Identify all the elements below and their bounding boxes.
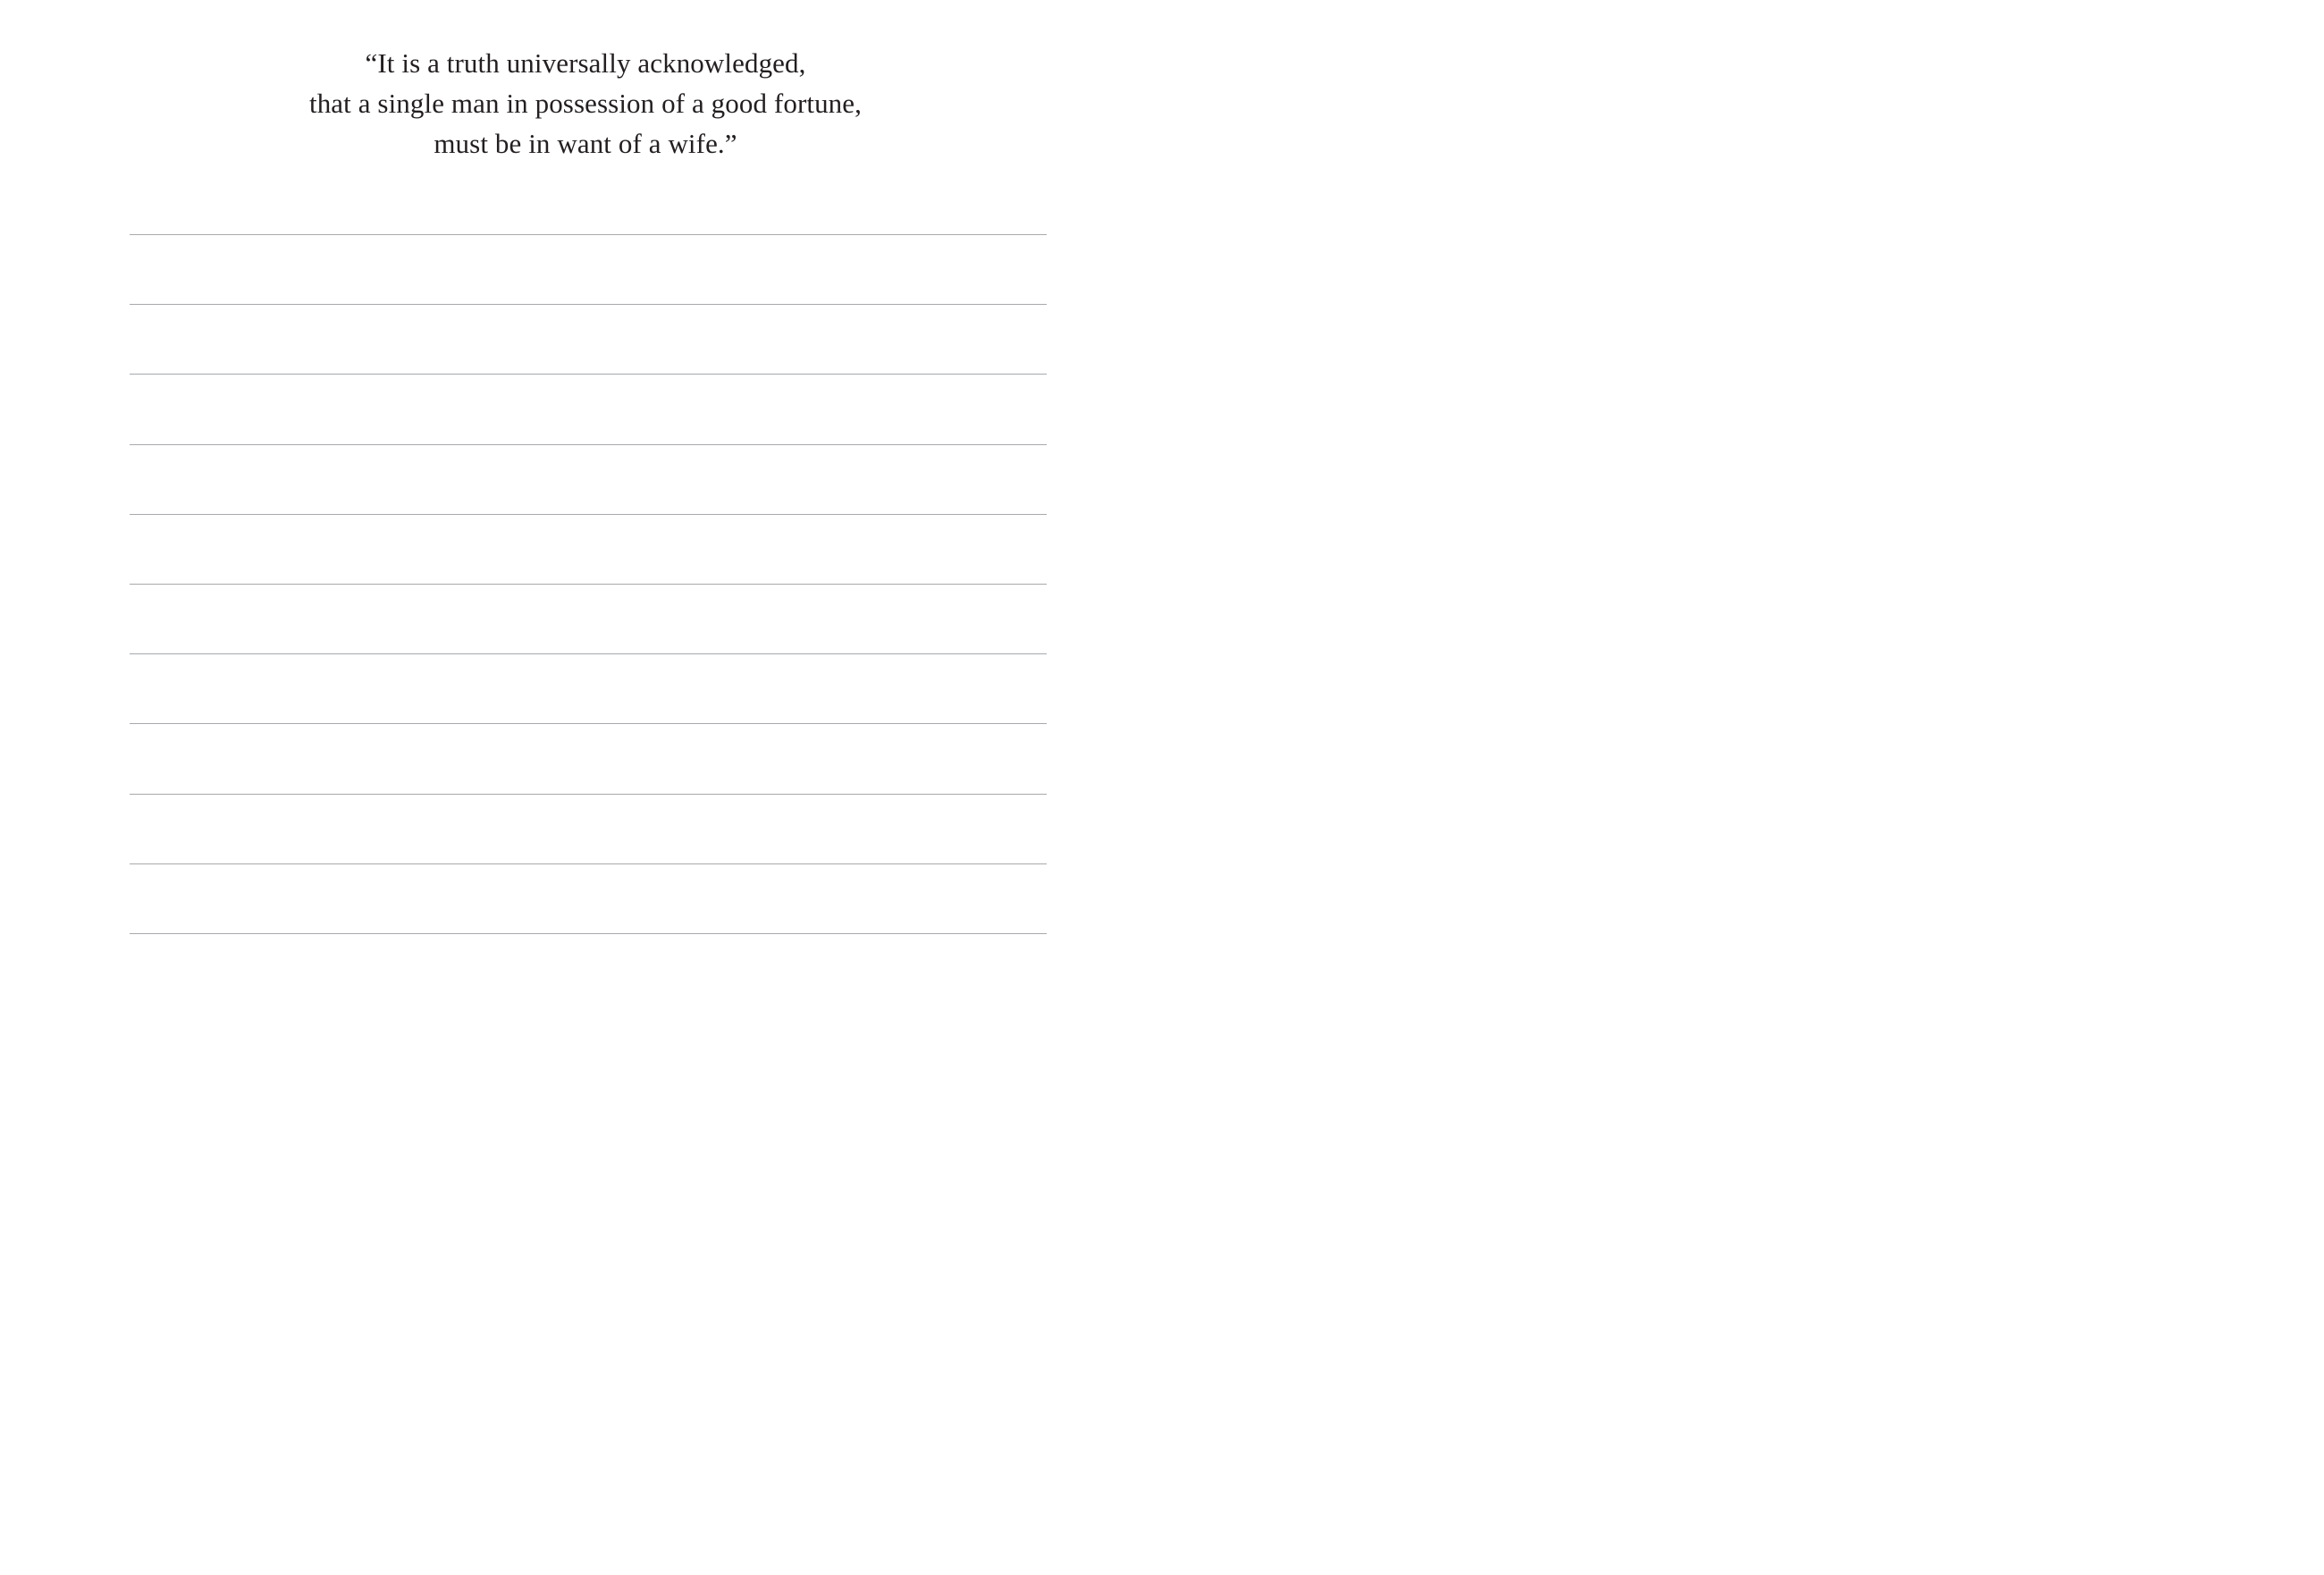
rule-line (130, 864, 1047, 934)
rule-line (130, 795, 1047, 864)
rule-line (130, 445, 1047, 515)
quote-line-1: “It is a truth universally acknowledged, (365, 47, 806, 79)
quote-line-2: that a single man in possession of a good fortune, (308, 88, 862, 119)
rule-line (130, 724, 1047, 794)
rule-line (130, 235, 1047, 305)
quote-line-3: must be in want of a wife.” (434, 128, 737, 159)
quote-block (130, 43, 1041, 164)
rule-line (130, 375, 1047, 444)
rule-line (130, 515, 1047, 585)
rule-line (130, 305, 1047, 375)
rule-line (130, 654, 1047, 724)
left-page-ruled-lines (130, 234, 1047, 934)
rule-line (130, 585, 1047, 654)
right-page (1162, 0, 2324, 1575)
